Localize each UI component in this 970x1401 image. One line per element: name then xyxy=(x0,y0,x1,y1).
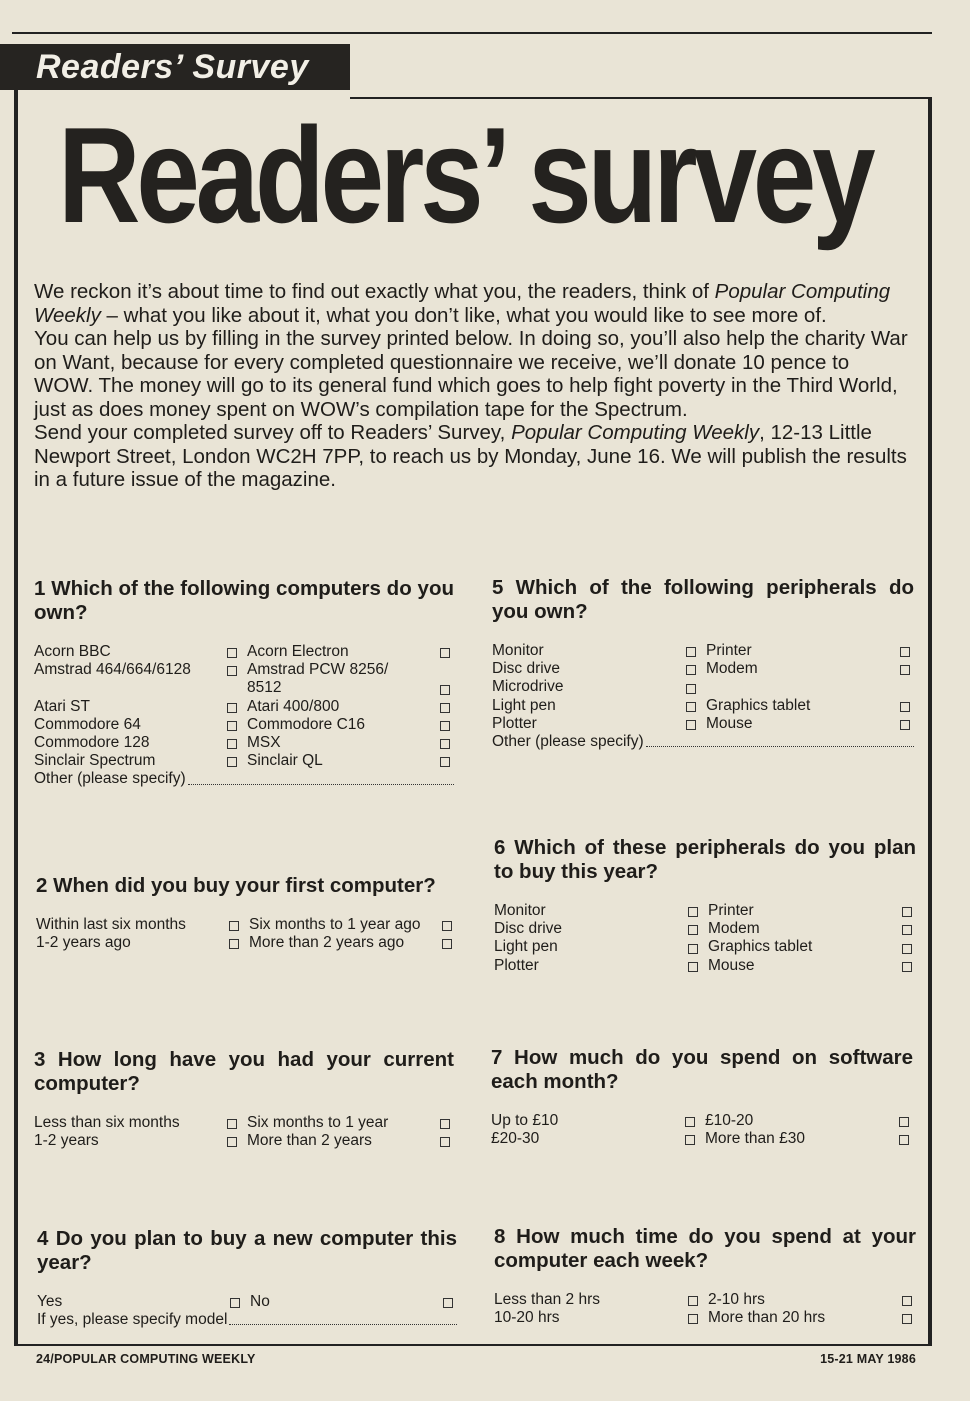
option-checkbox[interactable] xyxy=(440,721,450,731)
option-cell xyxy=(34,698,241,716)
section-tag: Readers’ Survey xyxy=(0,44,350,90)
question-8 xyxy=(494,1225,916,1327)
option-label: Printer xyxy=(706,642,752,659)
option-checkbox[interactable] xyxy=(686,720,696,730)
option-label: MSX xyxy=(247,734,281,752)
option-cell xyxy=(244,1293,457,1311)
question-title: 8 How much time do you spend at your computer each week? xyxy=(494,1225,916,1272)
option-cell xyxy=(700,660,914,678)
option-cell xyxy=(492,660,700,678)
option-checkbox[interactable] xyxy=(227,1137,237,1147)
option-checkbox[interactable] xyxy=(900,647,910,657)
option-row xyxy=(34,643,454,661)
option-checkbox[interactable] xyxy=(688,907,698,917)
option-label: Amstrad 464/664/6128 xyxy=(34,661,191,679)
options-list xyxy=(494,902,916,975)
option-label: Disc drive xyxy=(494,920,563,938)
options-list xyxy=(492,642,914,751)
option-cell xyxy=(241,752,454,770)
magazine-name: Popular Computing Weekly xyxy=(511,421,760,444)
question-title: 3 How long have you had your current computer? xyxy=(34,1048,454,1095)
intro-paragraph-2: You can help us by filling in the survey printed below. In doing so, you’ll also help the charity War on Want, because for every completed questionnaire we receive, we’ll donate 10 pence to WOW. The money will go to its general fund which goes to help fight poverty in the Third World, just as does money spent on WOW’s compilation tape for the Spectrum. xyxy=(34,327,908,421)
option-label: Less than six months xyxy=(34,1114,180,1131)
option-cell xyxy=(702,957,916,975)
option-checkbox[interactable] xyxy=(229,921,239,931)
option-cell xyxy=(241,643,454,661)
option-cell xyxy=(36,934,243,952)
page-headline: Readers’ survey xyxy=(58,99,872,251)
option-cell xyxy=(34,1114,241,1132)
question-title: 4 Do you plan to buy a new computer this year? xyxy=(37,1227,457,1274)
top-rule xyxy=(12,32,932,34)
option-checkbox[interactable] xyxy=(685,1117,695,1127)
option-label: Modem xyxy=(706,660,758,678)
option-label: 1-2 years xyxy=(34,1132,99,1150)
option-cell xyxy=(492,678,700,696)
options-list xyxy=(494,1291,916,1327)
option-label: Yes xyxy=(37,1293,63,1310)
intro-p3-text-end: , 12-13 Little Newport Street, London WC2H 7PP, to reach us by Monday, June 16. We will publish the results in a future issue of the magazine. xyxy=(34,421,907,491)
option-checkbox[interactable] xyxy=(900,702,910,712)
other-specify-label: If yes, please specify model xyxy=(37,1311,228,1329)
option-row xyxy=(34,661,454,697)
option-row xyxy=(492,678,914,696)
option-label: Six months to 1 year xyxy=(247,1114,389,1131)
option-cell xyxy=(494,920,702,938)
option-label: Commodore 64 xyxy=(34,715,141,733)
question-4 xyxy=(37,1227,457,1329)
option-label: £10-20 xyxy=(705,1112,754,1129)
option-checkbox[interactable] xyxy=(227,1119,237,1129)
footer-date: 15-21 MAY 1986 xyxy=(820,1352,916,1366)
option-cell xyxy=(699,1130,913,1148)
intro-paragraph-1 xyxy=(34,280,914,327)
option-label: 10-20 hrs xyxy=(494,1309,560,1327)
option-cell xyxy=(34,661,241,679)
question-title: 1 Which of the following computers do you own? xyxy=(34,577,454,624)
option-checkbox[interactable] xyxy=(440,739,450,749)
option-cell xyxy=(34,716,241,734)
option-label: Microdrive xyxy=(492,678,564,696)
other-specify-label: Other (please specify) xyxy=(34,770,186,788)
option-cell xyxy=(491,1112,699,1130)
option-label: Plotter xyxy=(494,956,539,974)
option-cell xyxy=(241,661,454,697)
option-cell xyxy=(34,643,241,661)
option-label: Amstrad PCW 8256/ 8512 xyxy=(247,661,389,697)
option-row xyxy=(492,660,914,678)
option-row xyxy=(494,1309,916,1327)
option-label: Graphics tablet xyxy=(708,938,813,956)
option-checkbox[interactable] xyxy=(688,925,698,935)
option-checkbox[interactable] xyxy=(442,921,452,931)
other-specify-field[interactable] xyxy=(646,745,914,747)
option-label: Printer xyxy=(708,902,754,919)
option-cell xyxy=(243,934,456,952)
other-specify-line xyxy=(492,733,914,751)
option-label: More than 20 hrs xyxy=(708,1309,826,1327)
option-checkbox[interactable] xyxy=(443,1298,453,1308)
options-list xyxy=(34,643,454,789)
option-cell xyxy=(702,920,916,938)
option-label: 2-10 hrs xyxy=(708,1291,765,1308)
option-checkbox[interactable] xyxy=(686,647,696,657)
option-label: 1-2 years ago xyxy=(36,934,131,952)
option-cell xyxy=(494,957,702,975)
option-checkbox[interactable] xyxy=(902,962,912,972)
option-label: Acorn BBC xyxy=(34,643,111,660)
option-cell xyxy=(36,916,243,934)
option-checkbox[interactable] xyxy=(902,944,912,954)
option-row xyxy=(494,1291,916,1309)
option-checkbox[interactable] xyxy=(229,939,239,949)
option-checkbox[interactable] xyxy=(440,703,450,713)
option-cell xyxy=(241,1132,454,1150)
option-row xyxy=(34,698,454,716)
option-row xyxy=(494,938,916,956)
option-label: More than £30 xyxy=(705,1130,805,1148)
option-checkbox[interactable] xyxy=(688,1296,698,1306)
option-label: Mouse xyxy=(706,714,753,732)
option-cell xyxy=(241,716,454,734)
option-label: No xyxy=(250,1293,270,1310)
option-label: Within last six months xyxy=(36,916,186,933)
option-checkbox[interactable] xyxy=(688,944,698,954)
option-cell xyxy=(494,1309,702,1327)
option-cell xyxy=(241,1114,454,1132)
option-label: Up to £10 xyxy=(491,1112,559,1129)
question-title: 5 Which of the following peripherals do you own? xyxy=(492,576,914,623)
question-3 xyxy=(34,1048,454,1150)
option-cell xyxy=(37,1293,244,1311)
option-checkbox[interactable] xyxy=(899,1135,909,1145)
other-specify-field[interactable] xyxy=(188,783,454,785)
frame-left-rule xyxy=(14,90,18,1346)
option-checkbox[interactable] xyxy=(227,666,237,676)
option-row xyxy=(492,715,914,733)
question-title: 7 How much do you spend on software each month? xyxy=(491,1046,913,1093)
frame-bottom-rule xyxy=(14,1344,932,1346)
option-cell xyxy=(34,734,241,752)
options-list xyxy=(491,1112,913,1148)
option-cell xyxy=(702,938,916,956)
option-cell xyxy=(494,902,702,920)
option-checkbox[interactable] xyxy=(902,907,912,917)
option-checkbox[interactable] xyxy=(902,1314,912,1324)
option-cell xyxy=(492,642,700,660)
option-label: Commodore C16 xyxy=(247,715,366,733)
option-checkbox[interactable] xyxy=(440,757,450,767)
option-cell xyxy=(702,1309,916,1327)
option-checkbox[interactable] xyxy=(230,1298,240,1308)
option-checkbox[interactable] xyxy=(440,685,450,695)
option-label: Sinclair Spectrum xyxy=(34,752,156,770)
option-row xyxy=(36,916,456,934)
option-label: Sinclair QL xyxy=(247,752,323,770)
option-label: Light pen xyxy=(492,696,556,714)
option-checkbox[interactable] xyxy=(227,703,237,713)
intro-p1-text-end: – what you like about it, what you don’t like, what you would like to see more of. xyxy=(100,303,827,327)
option-label: Monitor xyxy=(494,902,546,919)
footer-page-label: 24/POPULAR COMPUTING WEEKLY xyxy=(36,1352,256,1366)
options-list xyxy=(37,1293,457,1329)
option-label: Graphics tablet xyxy=(706,696,811,714)
intro-p1-text: We reckon it’s about time to find out exactly what you, the readers, think of xyxy=(34,280,715,303)
option-cell xyxy=(34,1132,241,1150)
option-cell xyxy=(702,902,916,920)
option-row xyxy=(34,734,454,752)
magazine-name: Popular Computing Weekly xyxy=(34,280,891,327)
option-cell xyxy=(241,734,454,752)
option-checkbox[interactable] xyxy=(900,720,910,730)
option-checkbox[interactable] xyxy=(900,665,910,675)
question-title: 2 When did you buy your first computer? xyxy=(36,874,436,897)
option-label: Disc drive xyxy=(492,660,561,678)
option-row xyxy=(34,716,454,734)
intro-p3-text: Send your completed survey off to Readers’ Survey, xyxy=(34,421,512,444)
option-checkbox[interactable] xyxy=(686,702,696,712)
option-label: Light pen xyxy=(494,938,558,956)
option-checkbox[interactable] xyxy=(440,1119,450,1129)
option-checkbox[interactable] xyxy=(899,1117,909,1127)
question-5 xyxy=(492,576,914,751)
option-checkbox[interactable] xyxy=(902,925,912,935)
other-specify-line xyxy=(37,1311,457,1329)
option-label: £20-30 xyxy=(491,1130,540,1148)
option-cell xyxy=(34,752,241,770)
option-cell xyxy=(700,697,914,715)
option-row xyxy=(34,1132,454,1150)
option-label: Commodore 128 xyxy=(34,734,150,752)
option-row xyxy=(494,957,916,975)
option-checkbox[interactable] xyxy=(227,648,237,658)
option-cell xyxy=(700,642,914,660)
option-cell xyxy=(241,698,454,716)
question-6 xyxy=(494,836,916,975)
option-cell xyxy=(492,715,700,733)
option-label: Six months to 1 year ago xyxy=(249,916,421,933)
option-checkbox[interactable] xyxy=(227,757,237,767)
option-label: Monitor xyxy=(492,642,544,659)
option-checkbox[interactable] xyxy=(442,939,452,949)
option-label: Modem xyxy=(708,920,760,938)
option-cell xyxy=(491,1130,699,1148)
option-row xyxy=(492,697,914,715)
option-checkbox[interactable] xyxy=(440,648,450,658)
frame-right-rule xyxy=(928,97,932,1346)
option-checkbox[interactable] xyxy=(685,1135,695,1145)
option-checkbox[interactable] xyxy=(227,721,237,731)
option-label: Acorn Electron xyxy=(247,643,349,660)
option-checkbox[interactable] xyxy=(686,665,696,675)
option-checkbox[interactable] xyxy=(688,1314,698,1324)
option-row xyxy=(494,902,916,920)
option-cell xyxy=(494,938,702,956)
option-row xyxy=(494,920,916,938)
question-1 xyxy=(34,577,454,789)
option-row xyxy=(491,1130,913,1148)
option-label: Atari ST xyxy=(34,697,90,715)
option-checkbox[interactable] xyxy=(227,739,237,749)
option-label: More than 2 years ago xyxy=(249,934,405,952)
option-label: Less than 2 hrs xyxy=(494,1291,600,1308)
intro-text xyxy=(34,280,914,492)
question-2 xyxy=(36,874,456,952)
option-label: Mouse xyxy=(708,956,755,974)
option-label: More than 2 years xyxy=(247,1132,372,1150)
option-row xyxy=(492,642,914,660)
option-row xyxy=(491,1112,913,1130)
option-row xyxy=(37,1293,457,1311)
options-list xyxy=(34,1114,454,1150)
other-specify-field[interactable] xyxy=(229,1323,457,1325)
option-checkbox[interactable] xyxy=(440,1137,450,1147)
option-cell xyxy=(699,1112,913,1130)
option-row xyxy=(36,934,456,952)
question-7 xyxy=(491,1046,913,1148)
option-label: Plotter xyxy=(492,714,537,732)
option-cell xyxy=(700,715,914,733)
option-row xyxy=(34,1114,454,1132)
option-row xyxy=(34,752,454,770)
options-list xyxy=(36,916,456,952)
option-checkbox[interactable] xyxy=(686,684,696,694)
other-specify-label: Other (please specify) xyxy=(492,733,644,751)
option-label: Atari 400/800 xyxy=(247,697,340,715)
option-checkbox[interactable] xyxy=(688,962,698,972)
other-specify-line xyxy=(34,770,454,788)
option-cell xyxy=(494,1291,702,1309)
option-cell xyxy=(702,1291,916,1309)
option-checkbox[interactable] xyxy=(902,1296,912,1306)
option-cell xyxy=(492,697,700,715)
intro-paragraph-3 xyxy=(34,421,914,492)
option-cell xyxy=(243,916,456,934)
question-title: 6 Which of these peripherals do you plan to buy this year? xyxy=(494,836,916,883)
